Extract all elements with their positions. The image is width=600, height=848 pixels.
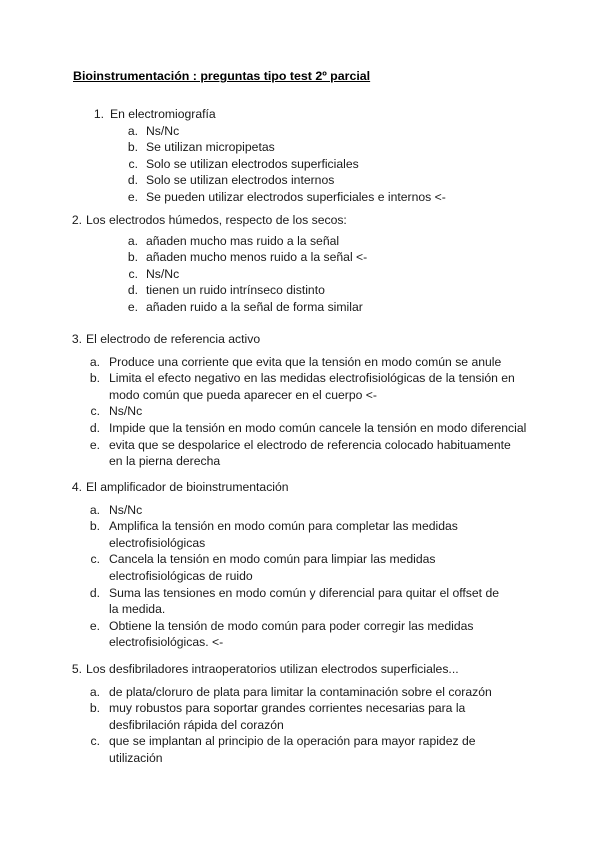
question-stem (0, 661, 600, 678)
question-text: El amplificador de bioinstrumentación (86, 480, 289, 494)
answer-option (0, 700, 600, 733)
answer-option (0, 299, 600, 316)
question-stem (0, 106, 600, 123)
answer-option (0, 733, 600, 766)
option-text: Solo se utilizan electrodos superficiales (146, 156, 359, 171)
option-letter: b. (89, 371, 100, 386)
answer-option (0, 370, 600, 403)
option-text: añaden ruido a la señal de forma similar (146, 299, 363, 314)
question-number: 3. (71, 332, 82, 346)
answer-option (0, 684, 600, 701)
answer-option (0, 420, 600, 437)
question-2 (0, 212, 600, 316)
option-letter: a. (127, 123, 138, 138)
question-5 (0, 661, 600, 767)
option-letter: d. (89, 585, 100, 600)
option-letter: d. (89, 420, 100, 435)
option-letter: e. (89, 437, 100, 452)
option-letter: a. (89, 684, 100, 699)
answer-option (0, 156, 600, 173)
option-text: Amplifica la tensión en modo común para completar las medidas electrofisiológicas (109, 519, 458, 550)
answer-option (0, 518, 600, 551)
answer-option (0, 354, 600, 371)
option-text: añaden mucho menos ruido a la señal <- (146, 250, 368, 265)
option-text: tienen un ruido intrínseco distinto (146, 283, 325, 298)
question-stem (0, 331, 600, 348)
question-text: El electrodo de referencia activo (86, 332, 261, 346)
answer-option (0, 282, 600, 299)
option-text: Cancela la tensión en modo común para limpiar las medidas electrofisiológicas de ruido (109, 552, 436, 583)
question-stem (0, 479, 600, 496)
question-text: Los electrodos húmedos, respecto de los secos: (86, 213, 347, 227)
question-text: En electromiografía (110, 107, 216, 121)
question-3 (0, 331, 600, 470)
answer-option (0, 403, 600, 420)
option-text: de plata/cloruro de plata para limitar la contaminación sobre el corazón (109, 684, 492, 699)
option-letter: a. (127, 233, 138, 248)
option-letter: e. (89, 618, 100, 633)
answer-option (0, 502, 600, 519)
answer-option (0, 172, 600, 189)
answer-option (0, 551, 600, 584)
option-text: Ns/Nc (109, 502, 143, 517)
question-number: 5. (71, 662, 82, 676)
option-letter: d. (127, 173, 138, 188)
option-text: evita que se despolarice el electrodo de referencia colocado habituamente en la pierna derecha (109, 437, 511, 469)
option-letter: c. (90, 552, 100, 567)
question-number: 2. (71, 213, 82, 227)
answer-option (0, 123, 600, 140)
question-number: 1. (93, 107, 104, 121)
option-text: Ns/Nc (109, 404, 143, 419)
option-letter: b. (89, 701, 100, 716)
option-letter: b. (127, 250, 138, 265)
question-text: Los desfibriladores intraoperatorios utilizan electrodos superficiales... (86, 662, 459, 676)
option-letter: c. (128, 266, 138, 281)
answer-option (0, 585, 600, 618)
answer-option (0, 139, 600, 156)
option-text: que se implantan al principio de la operación para mayor rapidez de utilización (109, 734, 476, 765)
option-text: añaden mucho mas ruido a la señal (146, 233, 340, 248)
option-text: Suma las tensiones en modo común y diferencial para quitar el offset de la medida. (109, 585, 499, 617)
option-text: Ns/Nc (146, 266, 180, 281)
option-letter: c. (90, 404, 100, 419)
answer-option (0, 266, 600, 283)
option-text: Limita el efecto negativo en las medidas electrofisiológicas de la tensión en modo común que pueda aparecer en el cuerpo <- (109, 371, 515, 402)
option-letter: e. (127, 189, 138, 204)
option-letter: d. (127, 283, 138, 298)
option-letter: a. (89, 502, 100, 517)
option-text: Se utilizan micropipetas (146, 140, 275, 155)
option-text: muy robustos para soportar grandes corrientes necesarias para la desfibrilación rápida del corazón (109, 701, 466, 732)
answer-option (0, 618, 600, 651)
option-letter: b. (127, 140, 138, 155)
option-letter: c. (90, 734, 100, 749)
option-letter: c. (128, 156, 138, 171)
question-stem (0, 212, 600, 229)
option-letter: b. (89, 519, 100, 534)
question-4 (0, 479, 600, 651)
option-text: Produce una corriente que evita que la tensión en modo común se anule (109, 354, 502, 369)
option-letter: a. (89, 354, 100, 369)
option-text: Impide que la tensión en modo común cancele la tensión en modo diferencial (109, 420, 527, 435)
question-number: 4. (71, 480, 82, 494)
option-text: Obtiene la tensión de modo común para poder corregir las medidas electrofisiológicas. <- (109, 618, 474, 650)
question-1 (0, 106, 600, 206)
answer-option (0, 233, 600, 250)
option-text: Se pueden utilizar electrodos superficiales e internos <- (146, 189, 446, 204)
answer-option (0, 189, 600, 206)
option-letter: e. (127, 299, 138, 314)
option-text: Solo se utilizan electrodos internos (146, 173, 335, 188)
option-text: Ns/Nc (146, 123, 180, 138)
answer-option (0, 249, 600, 266)
answer-option (0, 437, 600, 470)
document-title: Bioinstrumentación : preguntas tipo test 2º parcial (73, 69, 371, 83)
